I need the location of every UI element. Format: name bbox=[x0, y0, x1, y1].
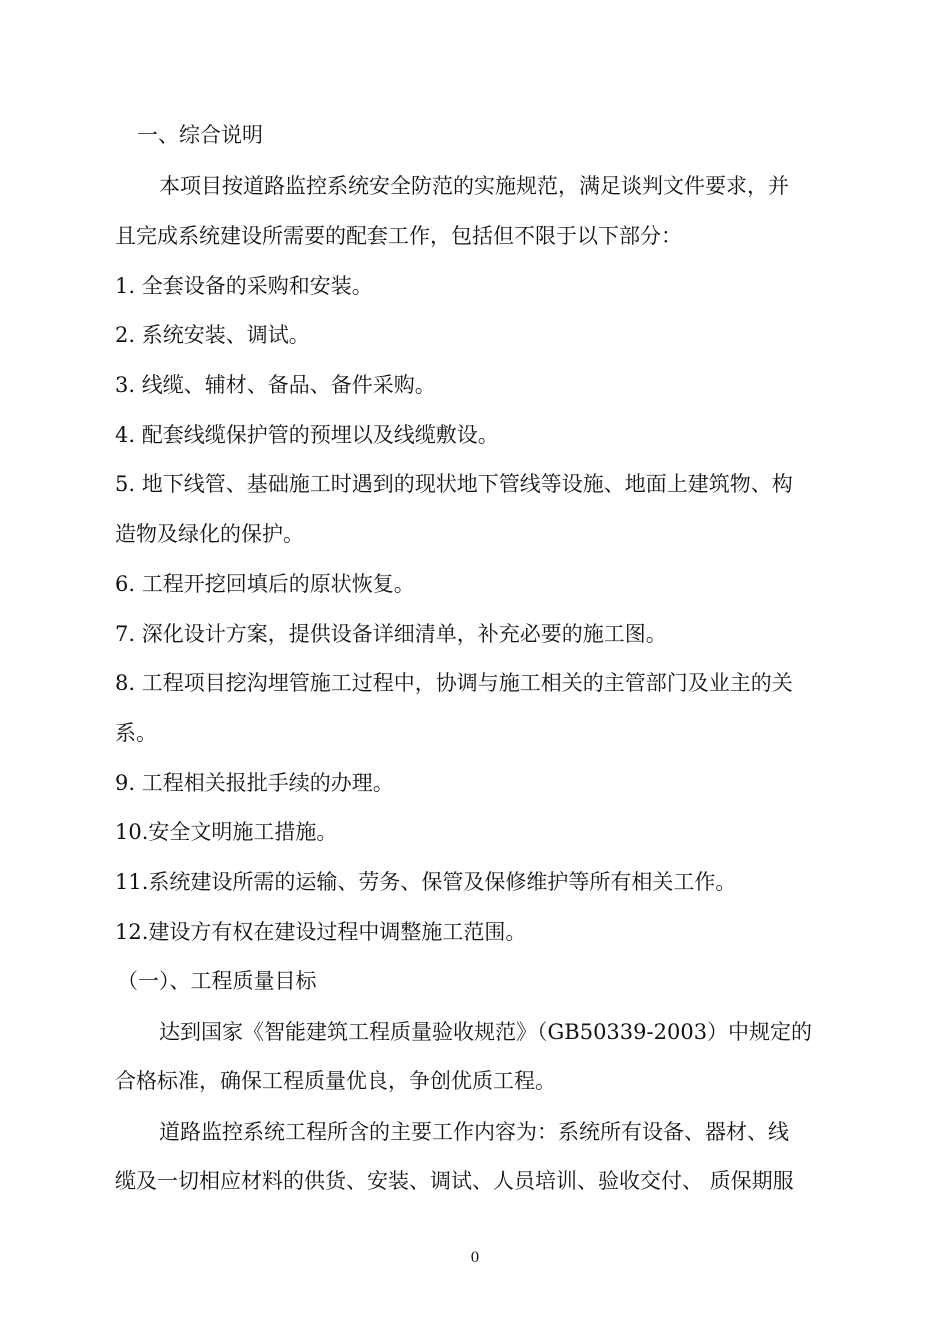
paragraph-line: 且完成系统建设所需要的配套工作，包括但不限于以下部分： bbox=[115, 224, 682, 248]
subsection-heading: （一）、工程质量目标 bbox=[117, 969, 317, 993]
list-item: 2. 系统安装、调试。 bbox=[115, 323, 310, 347]
list-item: 12.建设方有权在建设过程中调整施工范围。 bbox=[115, 920, 527, 944]
paragraph-line: 本项目按道路监控系统安全防范的实施规范，满足谈判文件要求，并 bbox=[159, 174, 789, 198]
paragraph-line: 达到国家《智能建筑工程质量验收规范》（GB50339-2003）中规定的 bbox=[159, 1020, 813, 1044]
list-item: 4. 配套线缆保护管的预埋以及线缆敷设。 bbox=[115, 423, 499, 447]
list-item: 10.安全文明施工措施。 bbox=[115, 820, 338, 844]
section-heading: 一、综合说明 bbox=[137, 123, 263, 147]
list-item: 8. 工程项目挖沟埋管施工过程中，协调与施工相关的主管部门及业主的关 bbox=[115, 671, 793, 695]
list-item: 9. 工程相关报批手续的办理。 bbox=[115, 771, 394, 795]
list-item-continuation: 造物及绿化的保护。 bbox=[115, 522, 304, 546]
page-number: 0 bbox=[470, 1250, 480, 1266]
list-item: 5. 地下线管、基础施工时遇到的现状地下管线等设施、地面上建筑物、构 bbox=[115, 472, 793, 496]
list-item: 7. 深化设计方案，提供设备详细清单，补充必要的施工图。 bbox=[115, 622, 667, 646]
paragraph-line: 道路监控系统工程所含的主要工作内容为：系统所有设备、器材、线 bbox=[159, 1120, 789, 1144]
paragraph-line: 缆及一切相应材料的供货、安装、调试、人员培训、验收交付、 质保期服 bbox=[115, 1169, 794, 1193]
list-item-continuation: 系。 bbox=[115, 721, 157, 745]
list-item: 11.系统建设所需的运输、劳务、保管及保修维护等所有相关工作。 bbox=[115, 870, 737, 894]
list-item: 3. 线缆、辅材、备品、备件采购。 bbox=[115, 373, 436, 397]
list-item: 1. 全套设备的采购和安装。 bbox=[115, 274, 373, 298]
paragraph-line: 合格标准，确保工程质量优良，争创优质工程。 bbox=[115, 1069, 556, 1093]
list-item: 6. 工程开挖回填后的原状恢复。 bbox=[115, 572, 415, 596]
